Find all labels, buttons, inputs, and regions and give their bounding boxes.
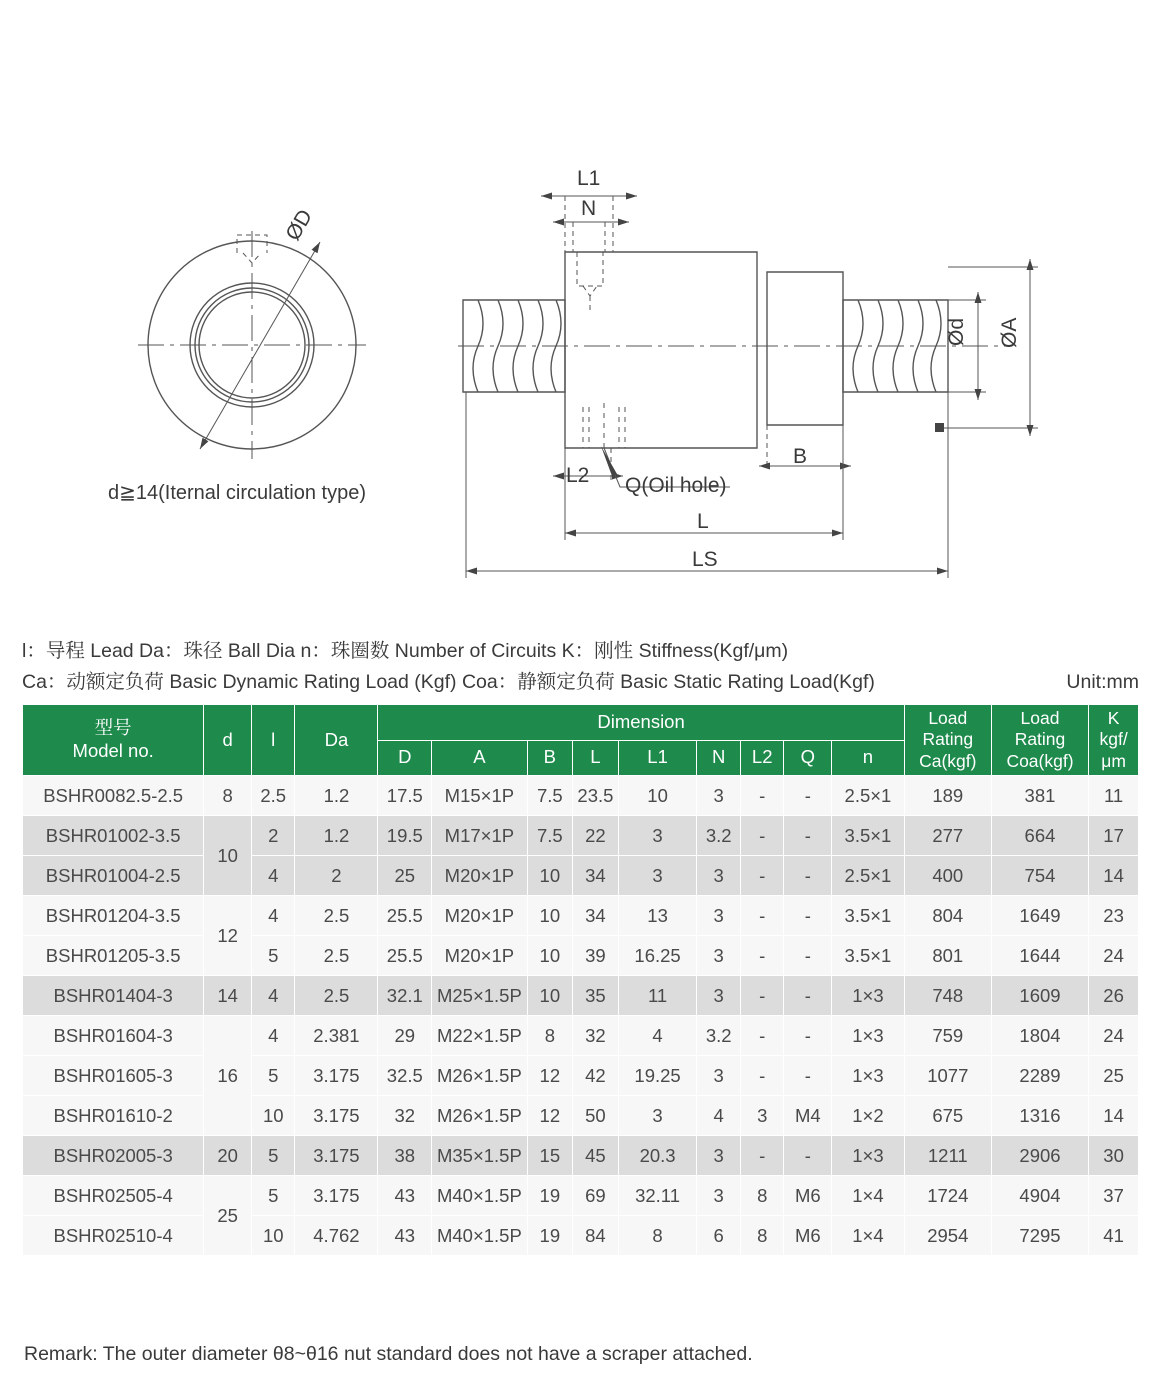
cell-D: 38 [378,1136,432,1176]
cell-coa: 1316 [991,1096,1088,1136]
header-load-coa [991,705,1088,776]
cell-B: 7.5 [527,776,573,816]
cell-l: 4 [251,856,295,896]
header-model-cn: 型号 [94,717,132,739]
cell-model: BSHR01605-3 [23,1056,204,1096]
l-label: L [697,510,709,533]
header-da: Da [295,705,378,776]
cell-coa: 7295 [991,1216,1088,1256]
cell-model: BSHR02510-4 [23,1216,204,1256]
cell-N: 3.2 [697,816,741,856]
cell-A: M17×1P [432,816,527,856]
cell-L2: - [740,896,784,936]
cell-n: 1×3 [832,1056,905,1096]
cell-L2: 8 [740,1176,784,1216]
front-view-caption: d≧14(Iternal circulation type) [108,482,366,504]
cell-N: 3 [697,1136,741,1176]
cell-L: 32 [573,1016,619,1056]
cell-da: 3.175 [295,1176,378,1216]
cell-A: M20×1P [432,896,527,936]
cell-da: 2 [295,856,378,896]
od-leader [200,242,320,449]
cell-L2: - [740,1016,784,1056]
cell-B: 10 [527,936,573,976]
cell-D: 32.5 [378,1056,432,1096]
oil-hole-hidden [583,403,625,448]
cell-d: 25 [204,1176,252,1256]
cell-coa: 1609 [991,976,1088,1016]
cell-l: 2.5 [251,776,295,816]
cell-model: BSHR01004-2.5 [23,856,204,896]
cell-L1: 16.25 [618,936,697,976]
cell-n: 1×4 [832,1176,905,1216]
table-row [23,1056,1139,1096]
cell-l: 5 [251,1176,295,1216]
header-load-ca-l1: Load [928,708,968,728]
header-dim-Q: Q [784,740,832,776]
header-row-1 [23,705,1139,741]
header-dim-B: B [527,740,573,776]
legend-block [22,636,1139,698]
cell-model: BSHR01204-3.5 [23,896,204,936]
cell-da: 3.175 [295,1136,378,1176]
cell-L: 35 [573,976,619,1016]
legend-line-2-wrapper [22,667,1139,698]
cell-l: 5 [251,936,295,976]
cell-da: 2.5 [295,896,378,936]
cell-D: 25.5 [378,896,432,936]
table-head [23,705,1139,776]
q-label: Q(Oil hole) [625,474,727,497]
header-k-l2: kgf/ [1099,729,1128,750]
cell-da: 3.175 [295,1096,378,1136]
cell-model: BSHR02505-4 [23,1176,204,1216]
cell-l: 5 [251,1136,295,1176]
cell-L2: 8 [740,1216,784,1256]
header-dimension: Dimension [378,705,904,741]
cell-n: 1×3 [832,976,905,1016]
table-row [23,1136,1139,1176]
cell-L2: 3 [740,1096,784,1136]
cell-L1: 32.11 [618,1176,697,1216]
cell-n: 1×4 [832,1216,905,1256]
cell-d: 14 [204,976,252,1016]
drawing-svg [0,0,1161,620]
cell-k: 23 [1089,896,1139,936]
cell-n: 3.5×1 [832,936,905,976]
cell-d: 12 [204,896,252,976]
cell-ca: 801 [904,936,991,976]
legend-line-2: Ca：动额定负荷 Basic Dynamic Rating Load (Kgf) Coa：静额定负荷 Basic Static Rating Load(Kgf) [22,671,875,693]
cell-L: 84 [573,1216,619,1256]
header-load-coa-l3: Coa(kgf) [1006,750,1074,771]
cell-coa: 381 [991,776,1088,816]
header-dim-A: A [432,740,527,776]
cell-n: 1×3 [832,1136,905,1176]
cell-N: 3 [697,776,741,816]
cell-l: 5 [251,1056,295,1096]
table-row [23,936,1139,976]
cell-A: M22×1.5P [432,1016,527,1056]
cell-k: 24 [1089,936,1139,976]
table-row [23,976,1139,1016]
cell-model: BSHR02005-3 [23,1136,204,1176]
cell-D: 25.5 [378,936,432,976]
cell-da: 1.2 [295,776,378,816]
cell-L2: - [740,1056,784,1096]
cell-n: 2.5×1 [832,776,905,816]
cell-D: 25 [378,856,432,896]
cell-L: 34 [573,856,619,896]
front-view-nut [138,231,366,459]
cell-l: 4 [251,1016,295,1056]
cell-ca: 400 [904,856,991,896]
cell-k: 30 [1089,1136,1139,1176]
cell-L: 23.5 [573,776,619,816]
cell-A: M15×1P [432,776,527,816]
cell-Q: - [784,936,832,976]
header-load-ca-l2: Rating [922,729,974,750]
cell-model: BSHR01205-3.5 [23,936,204,976]
cell-L: 69 [573,1176,619,1216]
cell-Q: - [784,1056,832,1096]
header-d: d [204,705,252,776]
oa-label: ØA [998,317,1021,348]
cell-d: 8 [204,776,252,816]
legend-line-1: l：导程 Lead Da：珠径 Ball Dia n：珠圈数 Number of Circuits K：刚性 Stiffness(Kgf/μm) [22,640,789,662]
header-dim-D: D [378,740,432,776]
cell-L: 22 [573,816,619,856]
cell-model: BSHR01404-3 [23,976,204,1016]
cell-L2: - [740,976,784,1016]
cell-L: 50 [573,1096,619,1136]
cell-coa: 4904 [991,1176,1088,1216]
cell-coa: 1644 [991,936,1088,976]
cell-B: 12 [527,1096,573,1136]
cell-B: 8 [527,1016,573,1056]
cell-Q: - [784,1136,832,1176]
cell-d: 20 [204,1136,252,1176]
table-row [23,1096,1139,1136]
cell-n: 3.5×1 [832,896,905,936]
table-row [23,776,1139,816]
cell-N: 3 [697,856,741,896]
cell-model: BSHR01604-3 [23,1016,204,1056]
cell-da: 2.381 [295,1016,378,1056]
cell-k: 37 [1089,1176,1139,1216]
cell-Q: - [784,976,832,1016]
cell-D: 32.1 [378,976,432,1016]
cell-coa: 664 [991,816,1088,856]
cell-D: 32 [378,1096,432,1136]
cell-B: 12 [527,1056,573,1096]
cell-L1: 4 [618,1016,697,1056]
cell-N: 3 [697,1056,741,1096]
cell-ca: 748 [904,976,991,1016]
cell-L: 42 [573,1056,619,1096]
dim-n [553,222,629,252]
cell-D: 29 [378,1016,432,1056]
header-dim-n: n [832,740,905,776]
cell-N: 3 [697,936,741,976]
cell-L1: 10 [618,776,697,816]
cell-Q: - [784,1016,832,1056]
datum-square [935,423,944,432]
cell-k: 25 [1089,1056,1139,1096]
cell-d: 16 [204,1016,252,1136]
header-model-en: Model no. [72,740,154,762]
header-k-l3: μm [1101,750,1126,771]
cell-da: 2.5 [295,936,378,976]
header-load-ca [904,705,991,776]
cell-B: 10 [527,856,573,896]
cell-B: 19 [527,1216,573,1256]
cell-L: 34 [573,896,619,936]
cell-N: 3 [697,976,741,1016]
cell-da: 1.2 [295,816,378,856]
header-dim-L1: L1 [618,740,697,776]
header-dim-L2: L2 [740,740,784,776]
cell-coa: 1804 [991,1016,1088,1056]
cell-L2: - [740,776,784,816]
cell-ca: 1724 [904,1176,991,1216]
cell-B: 15 [527,1136,573,1176]
cell-D: 43 [378,1176,432,1216]
cell-B: 19 [527,1176,573,1216]
cell-ca: 277 [904,816,991,856]
unit-label: Unit:mm [1066,671,1139,693]
cell-L1: 11 [618,976,697,1016]
cell-ca: 1077 [904,1056,991,1096]
cell-model: BSHR01610-2 [23,1096,204,1136]
cell-ca: 2954 [904,1216,991,1256]
cell-D: 19.5 [378,816,432,856]
cell-Q: - [784,896,832,936]
header-dim-N: N [697,740,741,776]
cell-l: 10 [251,1096,295,1136]
cell-Q: M6 [784,1216,832,1256]
cell-A: M25×1.5P [432,976,527,1016]
ls-label: LS [692,548,718,571]
cell-ca: 189 [904,776,991,816]
cell-Q: M4 [784,1096,832,1136]
cell-ca: 759 [904,1016,991,1056]
cell-L1: 13 [618,896,697,936]
cell-N: 3 [697,896,741,936]
cell-ca: 675 [904,1096,991,1136]
dim-oa [940,259,1038,436]
cell-L1: 3 [618,1096,697,1136]
cell-l: 4 [251,896,295,936]
cell-A: M20×1P [432,936,527,976]
table-row [23,896,1139,936]
cell-L1: 20.3 [618,1136,697,1176]
table-row [23,1016,1139,1056]
header-model [23,705,204,776]
header-dim-L: L [573,740,619,776]
cell-D: 43 [378,1216,432,1256]
cell-n: 3.5×1 [832,816,905,856]
cell-Q: - [784,816,832,856]
cell-k: 17 [1089,816,1139,856]
cell-D: 17.5 [378,776,432,816]
l1-label: L1 [577,167,601,190]
cell-coa: 754 [991,856,1088,896]
cell-k: 26 [1089,976,1139,1016]
b-label: B [793,445,808,468]
cell-L2: - [740,936,784,976]
cell-k: 14 [1089,856,1139,896]
n-label: N [581,197,597,220]
cell-n: 1×2 [832,1096,905,1136]
cell-ca: 1211 [904,1136,991,1176]
nut-body [565,252,757,448]
header-load-coa-l1: Load [1020,708,1060,728]
cell-coa: 2289 [991,1056,1088,1096]
cell-coa: 2906 [991,1136,1088,1176]
cell-N: 3 [697,1176,741,1216]
cell-A: M26×1.5P [432,1096,527,1136]
technical-drawings [0,0,1161,620]
cell-A: M26×1.5P [432,1056,527,1096]
od-small-label: Ød [945,317,968,346]
cell-n: 1×3 [832,1016,905,1056]
cell-A: M40×1.5P [432,1176,527,1216]
header-k-l1: K [1107,708,1120,728]
cell-l: 10 [251,1216,295,1256]
cell-L1: 19.25 [618,1056,697,1096]
table-row [23,1216,1139,1256]
cell-L: 39 [573,936,619,976]
cell-da: 4.762 [295,1216,378,1256]
cell-ca: 804 [904,896,991,936]
cell-model: BSHR0082.5-2.5 [23,776,204,816]
cell-N: 4 [697,1096,741,1136]
table-row [23,856,1139,896]
cell-k: 24 [1089,1016,1139,1056]
cell-Q: - [784,856,832,896]
specification-table [22,704,1139,1256]
table-body [23,776,1139,1256]
header-k [1089,705,1139,776]
cell-l: 4 [251,976,295,1016]
cell-Q: M6 [784,1176,832,1216]
cell-l: 2 [251,816,295,856]
remark-text: Remark: The outer diameter θ8~θ16 nut standard does not have a scraper attached. [24,1343,753,1365]
cell-L1: 3 [618,856,697,896]
cell-da: 3.175 [295,1056,378,1096]
header-l: l [251,705,295,776]
cell-k: 11 [1089,776,1139,816]
cell-B: 7.5 [527,816,573,856]
cell-L2: - [740,1136,784,1176]
header-load-ca-l3: Ca(kgf) [919,750,977,771]
cell-da: 2.5 [295,976,378,1016]
oil-hole-top [577,252,603,310]
header-load-coa-l2: Rating [1014,729,1066,750]
cell-B: 10 [527,896,573,936]
cell-N: 3.2 [697,1016,741,1056]
cell-Q: - [784,776,832,816]
cell-N: 6 [697,1216,741,1256]
cell-A: M40×1.5P [432,1216,527,1256]
cell-B: 10 [527,976,573,1016]
cell-model: BSHR01002-3.5 [23,816,204,856]
cell-L1: 3 [618,816,697,856]
cell-L1: 8 [618,1216,697,1256]
cell-A: M20×1P [432,856,527,896]
cell-n: 2.5×1 [832,856,905,896]
nut-collar [767,272,843,425]
cell-A: M35×1.5P [432,1136,527,1176]
cell-k: 14 [1089,1096,1139,1136]
cell-L2: - [740,816,784,856]
cell-k: 41 [1089,1216,1139,1256]
cell-d: 10 [204,816,252,896]
l2-label: L2 [566,464,590,487]
od-label: ØD [281,205,318,245]
cell-L: 45 [573,1136,619,1176]
cell-L2: - [740,856,784,896]
q-arrowhead [601,446,617,476]
cell-coa: 1649 [991,896,1088,936]
table-row [23,1176,1139,1216]
table-row [23,816,1139,856]
